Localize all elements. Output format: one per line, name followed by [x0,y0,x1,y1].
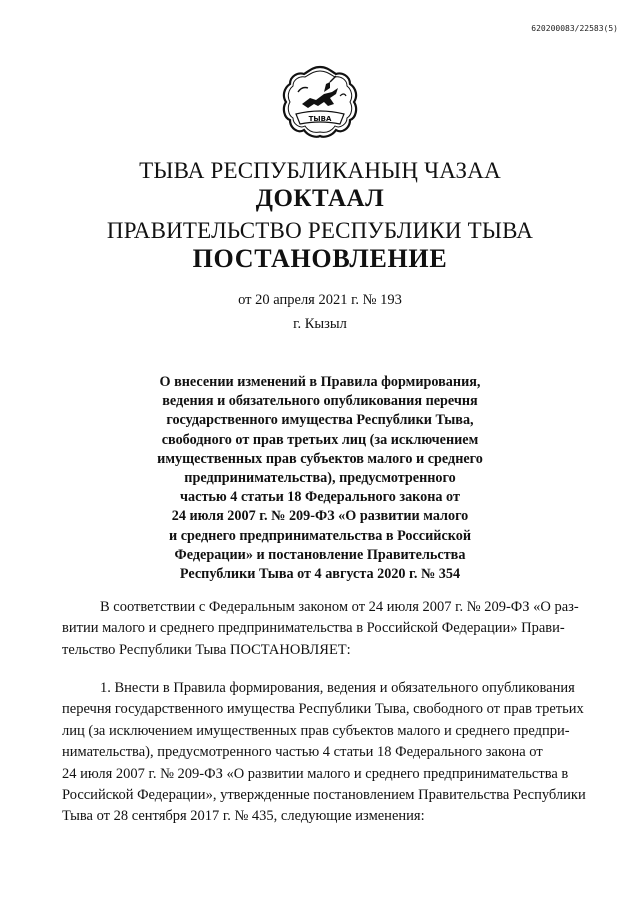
title-tuvan: ТЫВА РЕСПУБЛИКАНЫҢ ЧАЗАА [139,158,501,183]
paragraph-line: Тыва от 28 сентября 2017 г. № 435, следующие изменения: [62,808,425,825]
paragraph-line: перечня государственного имущества Республики Тыва, свободного от прав третьих [62,701,584,718]
paragraph-line: В соответствии с Федеральным законом от 24 июля 2007 г. № 209-ФЗ «О раз- [100,599,579,615]
subject-line: и среднего предпринимательства в Российской [168,527,472,544]
subject-line: Федерации» и постановление Правительства [174,546,466,563]
paragraph-line: 24 июля 2007 г. № 209-ФЗ «О развитии малого и среднего предпринимательства в [62,765,569,782]
paragraph-line: нимательства), предусмотренного частью 4 статьи 18 Федерального закона от [62,744,543,761]
subject-line: частью 4 статьи 18 Федерального закона от [180,489,460,506]
document-date: от 20 апреля 2021 г. № 193 [238,292,402,308]
subject-line: государственного имущества Республики Тыва, [166,412,474,429]
document-number: 620200083/22583(5) [531,24,618,33]
paragraph-line: лиц (за исключением имущественных прав субъектов малого и среднего предпри- [62,722,570,739]
item-1-paragraph [62,678,607,828]
paragraph-line: тельство Республики Тыва ПОСТАНОВЛЯЕТ: [62,641,351,658]
subject-line: ведения и обязательного опубликования перечня [162,393,478,410]
subject-line: предпринимательства), предусмотренного [184,470,456,487]
document-city: г. Кызыл [293,316,347,332]
doc-type-russian: ПОСТАНОВЛЕНИЕ [192,244,448,273]
doc-type-tuvan: ДОКТААЛ [255,185,385,212]
title-russian: ПРАВИТЕЛЬСТВО РЕСПУБЛИКИ ТЫВА [106,218,534,243]
paragraph-line: Российской Федерации», утвержденные постановлением Правительства Республики [62,787,586,804]
subject-line: Республики Тыва от 4 августа 2020 г. № 354 [179,566,461,583]
document-subject [120,373,520,584]
paragraph-line: 1. Внести в Правила формирования, ведения и обязательного опубликования [100,680,575,696]
subject-line: 24 июля 2007 г. № 209-ФЗ «О развитии малого [171,508,469,525]
subject-line: свободного от прав третьих лиц (за исключением [161,431,479,448]
subject-line: О внесении изменений в Правила формирования, [159,374,481,390]
tuva-coat-of-arms-icon [280,62,360,142]
preamble-paragraph [62,597,607,661]
subject-line: имущественных прав субъектов малого и среднего [157,450,483,467]
emblem-label: ТЫВА [308,115,332,123]
paragraph-line: витии малого и среднего предпринимательства в Российской Федерации» Прави- [62,620,565,637]
